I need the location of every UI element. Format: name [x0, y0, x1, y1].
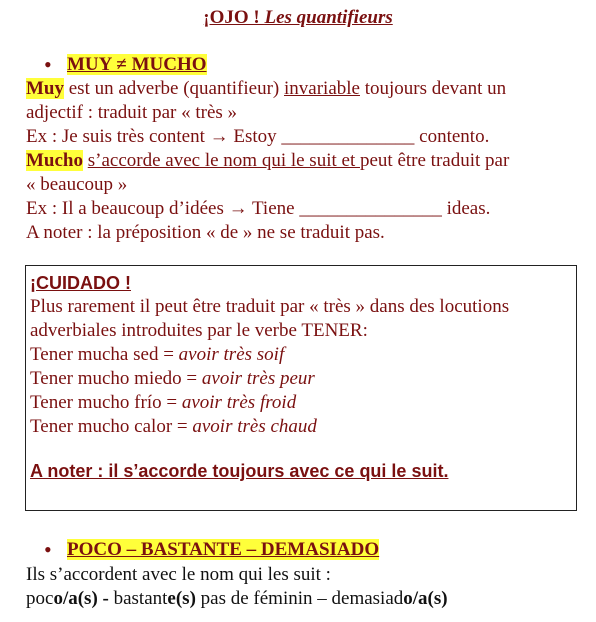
example-row [30, 343, 284, 367]
muy-line-2: adjectif : traduit par « très » [26, 102, 238, 123]
cuidado-line-1: Plus rarement il peut être traduit par « très » dans des locutions [30, 296, 510, 317]
example-2: Ex : Il a beaucoup d’idées → Tiene _______________ ideas. [26, 198, 491, 219]
mucho-line-2: « beaucoup » [26, 174, 128, 195]
muy-line-1 [26, 77, 506, 101]
section2-line-1: Ils s’accordent avec le nom qui les suit : [26, 564, 331, 585]
poco-stem: poc [26, 588, 54, 609]
muy-word: Muy [26, 78, 64, 99]
page-title [0, 6, 596, 30]
bullet-icon: • [44, 537, 52, 562]
section2-forms [26, 587, 448, 611]
example-es: Tener mucha sed = [30, 344, 179, 365]
separator: - [97, 588, 114, 609]
example-fr: avoir très soif [178, 344, 285, 365]
example-es: Tener mucho calor = [30, 416, 193, 437]
middle-text: pas de féminin – [195, 588, 332, 609]
cuidado-line-2: adverbiales introduites par le verbe TENER: [30, 320, 368, 341]
bastante-ending: e(s) [167, 588, 196, 609]
example-row [30, 391, 296, 415]
section2-heading-text: POCO – BASTANTE – DEMASIADO [67, 539, 380, 560]
cuidado-box [25, 265, 577, 511]
example-fr: avoir très froid [181, 392, 297, 413]
muy-invariable: invariable [284, 78, 360, 99]
example-es: Tener mucho miedo = [30, 368, 202, 389]
example-es: Tener mucho frío = [30, 392, 182, 413]
section1-note: A noter : la préposition « de » ne se traduit pas. [26, 222, 385, 243]
cuidado-note: A noter : il s’accorde toujours avec ce qui le suit. [30, 461, 449, 481]
demasiado-stem: demasiad [331, 588, 404, 609]
poco-ending: o/a(s) [53, 588, 98, 609]
mucho-text-plain: peut être traduit par [359, 150, 510, 171]
muy-text-1: est un adverbe (quantifieur) [64, 78, 284, 99]
example-fr: avoir très chaud [192, 416, 317, 437]
title-italic: Les quantifieurs [264, 7, 393, 28]
example-1: Ex : Je suis très content → Estoy ______________ contento. [26, 126, 490, 147]
section2-heading [67, 538, 379, 562]
bastante-stem: bastant [113, 588, 168, 609]
mucho-line-1 [26, 149, 509, 173]
section1-heading-text: MUY ≠ MUCHO [67, 54, 207, 75]
bullet-icon: • [44, 52, 52, 77]
mucho-text-underlined: s’accorde avec le nom qui le suit et [87, 150, 360, 171]
cuidado-heading: ¡CUIDADO ! [30, 273, 131, 293]
muy-text-2: toujours devant un [359, 78, 507, 99]
example-row [30, 415, 317, 439]
example-row [30, 367, 315, 391]
demasiado-ending: o/a(s) [403, 588, 448, 609]
mucho-word: Mucho [26, 150, 83, 171]
example-fr: avoir très peur [201, 368, 315, 389]
title-prefix: ¡OJO ! [203, 7, 265, 28]
section1-heading [67, 53, 207, 77]
